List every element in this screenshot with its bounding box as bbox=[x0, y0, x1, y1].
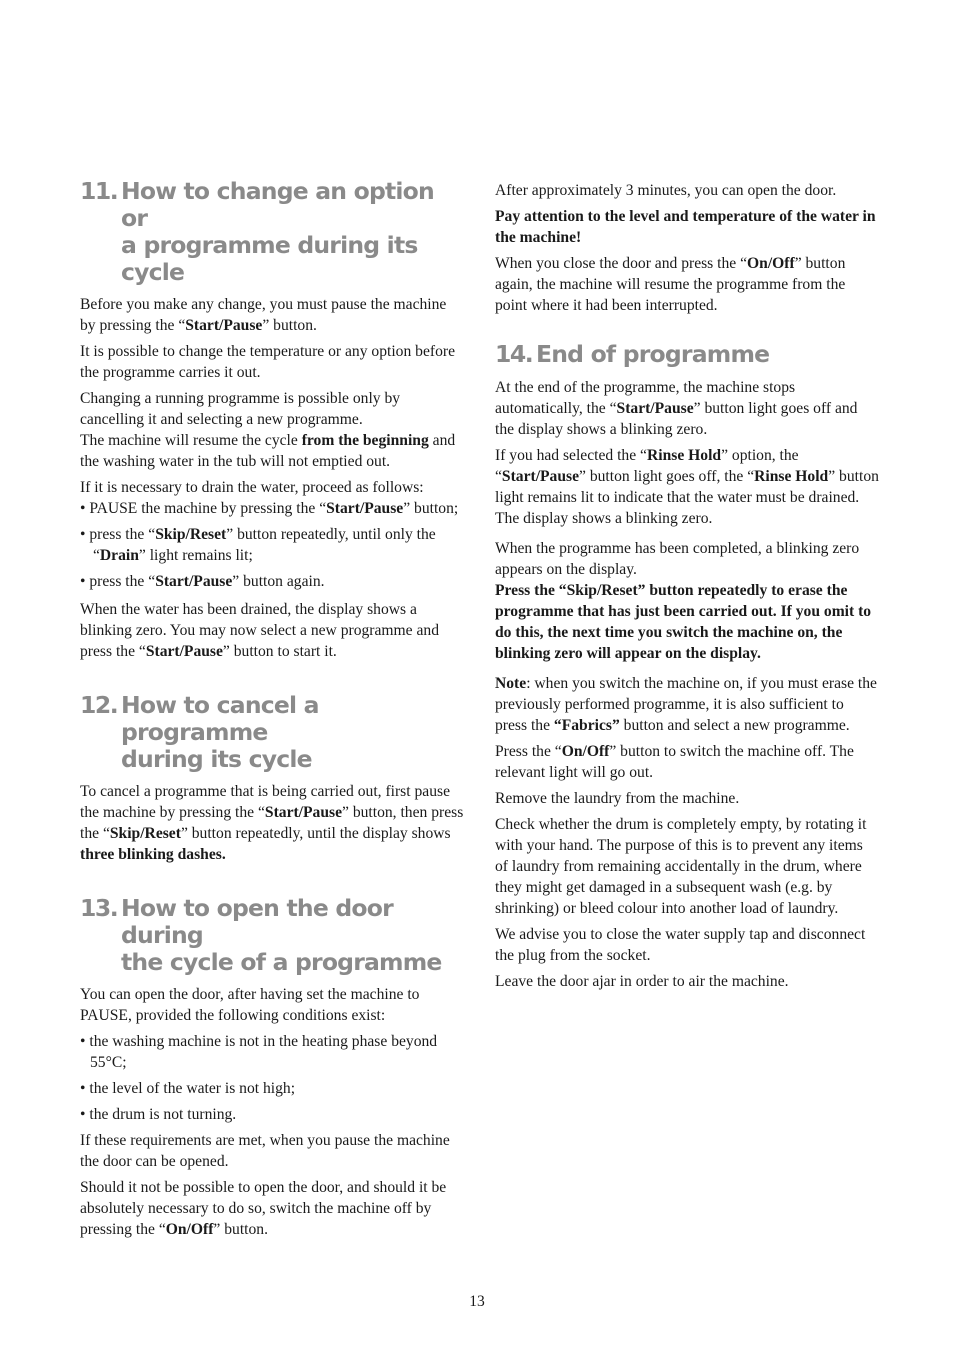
section-12-title-line2: during its cycle bbox=[121, 745, 312, 773]
s14-paragraph-7: Check whether the drum is completely empty, by rotating it with your hand. The purpose of this is to prevent any items of laundry from remaining accidentally in the drum, where they might get damaged in a subsequent wash (e.g. by shrinking) or bleed colour into another load of laundry. bbox=[495, 816, 867, 917]
s11-bullet-1: • PAUSE the machine by pressing the “Start/Pause” button; bbox=[80, 500, 459, 517]
section-11-title-line1: How to change an option or bbox=[121, 177, 434, 232]
s13-continued-paragraph-1: After approximately 3 minutes, you can open the door. bbox=[495, 182, 837, 199]
s13-paragraph-3: Should it not be possible to open the door, and should it be absolutely necessary to do so, switch the machine off by pressing the “On/Off” button. bbox=[80, 1179, 447, 1238]
right-column bbox=[495, 180, 879, 997]
s13-bullet-2: • the level of the water is not high; bbox=[80, 1080, 296, 1097]
s14-note: Note: when you switch the machine on, if you must erase the previously performed programme, it is also sufficient to press the “Fabrics” button and select a new programme. bbox=[495, 675, 877, 734]
s13-bullet-1: • the washing machine is not in the heating phase beyond 55°C; bbox=[80, 1033, 438, 1071]
s11-paragraph-2: It is possible to change the temperature or any option before the programme carries it out. bbox=[80, 343, 455, 381]
s13-paragraph-1: You can open the door, after having set the machine to PAUSE, provided the following conditions exist: bbox=[80, 986, 420, 1024]
s11-paragraph-4: If it is necessary to drain the water, proceed as follows: bbox=[80, 479, 424, 496]
s11-bullet-2: • press the “Skip/Reset” button repeatedly, until only the “Drain” light remains lit; bbox=[80, 526, 436, 564]
section-14-title: End of programme bbox=[536, 340, 770, 368]
s12-paragraph-1: To cancel a programme that is being carried out, first pause the machine by pressing the “Start/Pause” button, then press the “Skip/Reset” button repeatedly, until the display shows three blinking dashes. bbox=[80, 783, 464, 863]
section-13-title-line2: the cycle of a programme bbox=[121, 948, 442, 976]
s13-bullet-3: • the drum is not turning. bbox=[80, 1106, 237, 1123]
s13-paragraph-2: If these requirements are met, when you pause the machine the door can be opened. bbox=[80, 1132, 450, 1170]
s14-paragraph-5: Press the “On/Off” button to switch the machine off. The relevant light will go out. bbox=[495, 743, 854, 781]
s13-continued-paragraph-3: When you close the door and press the “On/Off” button again, the machine will resume the programme from the point where it had been interrupted. bbox=[495, 255, 846, 314]
s11-paragraph-1: Before you make any change, you must pause the machine by pressing the “Start/Pause” button. bbox=[80, 296, 447, 334]
section-11-heading: 11. How to change an option or a programme during its cycle bbox=[80, 177, 434, 286]
s11-paragraph-5: When the water has been drained, the display shows a blinking zero. You may now select a new programme and press the “Start/Pause” button to start it. bbox=[80, 601, 440, 660]
s14-paragraph-8: We advise you to close the water supply tap and disconnect the plug from the socket. bbox=[495, 926, 866, 964]
s14-paragraph-3: When the programme has been completed, a blinking zero appears on the display. Press the “Skip/Reset” button repeatedly to erase the programme that has just been carried out. If you omit to do this, the next time you switch the machine on, the blinking zero will appear on the display. bbox=[495, 540, 872, 662]
section-11-title-line2: a programme during its cycle bbox=[121, 231, 418, 286]
page-number: 13 bbox=[469, 1293, 485, 1310]
section-12-heading: 12. How to cancel a programme during its cycle bbox=[80, 691, 319, 773]
s14-paragraph-1: At the end of the programme, the machine stops automatically, the “Start/Pause” button light goes off and the display shows a blinking zero. bbox=[495, 379, 858, 438]
s14-paragraph-6: Remove the laundry from the machine. bbox=[495, 790, 740, 807]
s14-paragraph-2: If you had selected the “Rinse Hold” option, the “Start/Pause” button light goes off, the “Rinse Hold” button light remains lit to indicate that the water must be drained. The display shows a blinking zero. bbox=[495, 447, 879, 527]
section-13-title-line1: How to open the door during bbox=[121, 894, 393, 949]
s11-paragraph-3: Changing a running programme is possible only by cancelling it and selecting a new programme. The machine will resume the cycle from the beginning and the washing water in the tub will not emptied out. bbox=[80, 390, 456, 470]
section-13-heading: 13. How to open the door during the cycle of a programme bbox=[80, 894, 442, 976]
s11-bullet-3: • press the “Start/Pause” button again. bbox=[80, 573, 325, 590]
s13-continued-paragraph-2: Pay attention to the level and temperature of the water in the machine! bbox=[495, 208, 876, 246]
section-14-heading: 14. End of programme bbox=[495, 340, 770, 368]
s14-paragraph-9: Leave the door ajar in order to air the machine. bbox=[495, 973, 789, 990]
left-column bbox=[80, 176, 464, 1245]
section-12-title-line1: How to cancel a programme bbox=[121, 691, 319, 746]
